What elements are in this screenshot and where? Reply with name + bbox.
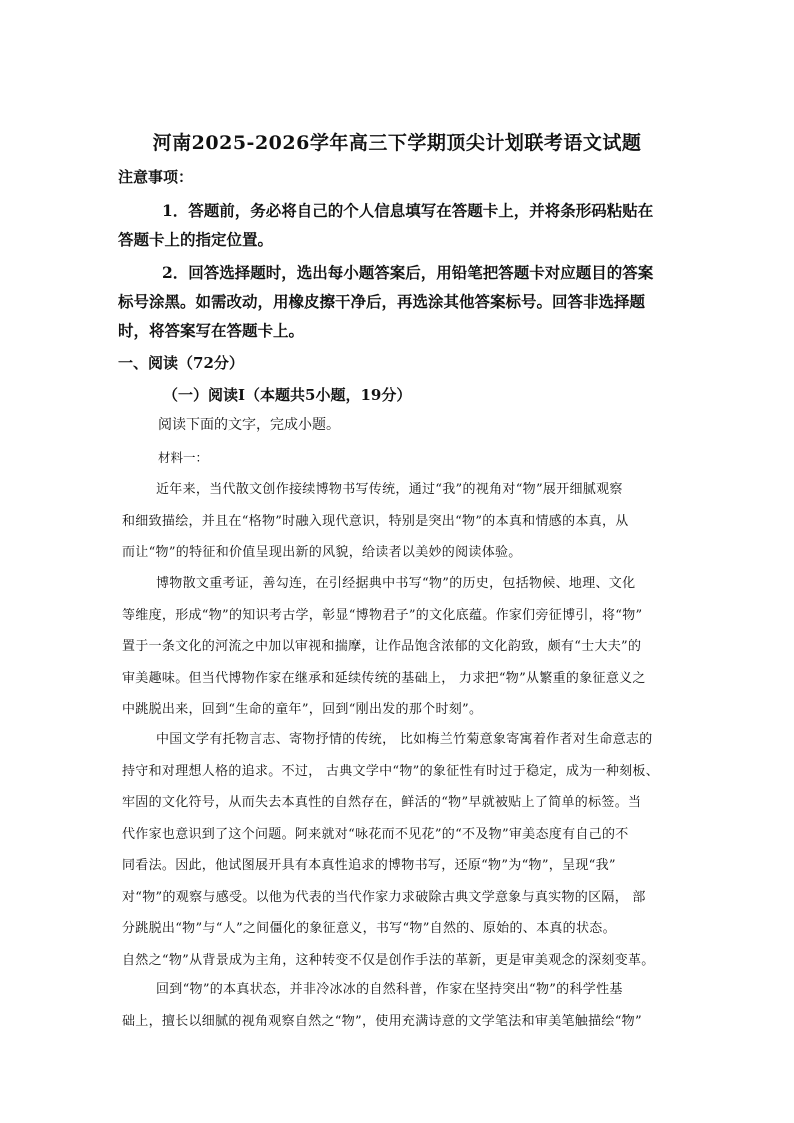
notice-item-2 [118, 258, 688, 345]
paragraph-line: 础上，擅长以细腻的视角观察自然之“物”，使用充满诗意的文学笔法和审美笔触描绘“物” [122, 1013, 642, 1029]
notice-item-1-line-2: 答题卡上的指定位置。 [118, 230, 274, 249]
paragraph-line: 博物散文重考证，善勾连，在引经据典中书写“物”的历史，包括物候、地理、文化 [156, 576, 636, 591]
paragraph-line: 中跳脱出来，回到“生命的童年”，回到“刚出发的那个时刻”。 [122, 702, 483, 717]
paragraph-line: 和细致描绘，并且在“格物”时融入现代意识，特别是突出“物”的本真和情感的本真，从 [122, 513, 629, 529]
paragraph-3 [122, 724, 684, 976]
material-label: 材料一： [158, 450, 209, 465]
notice-item-2-line-1: 2．回答选择题时，选出每小题答案后，用铅笔把答题卡对应题目的答案 [162, 263, 654, 282]
paragraph-line: 对“物”的观察与感受。以他为代表的当代作家力求破除古典文学意象与真实物的区隔， 部 [122, 889, 646, 905]
notice-item-1 [118, 196, 688, 254]
paragraph-line: 分跳脱出“物”与“人”之间僵化的象征意义，书写“物”自然的、原始的、本真的状态。 [122, 921, 616, 936]
paragraph-2 [122, 568, 684, 726]
paragraph-line: 持守和对理想人格的追求。不过， 古典文学中“物”的象征性有时过于稳定，成为一种刻板、 [122, 763, 660, 779]
paragraph-line: 代作家也意识到了这个问题。阿来就对“咏花而不见花”的“不及物”审美态度有自己的不 [122, 826, 629, 842]
paragraph-line: 而让“物”的特征和价值呈现出新的风貌，给读者以美妙的阅读体验。 [122, 545, 522, 560]
instruction-text: 阅读下面的文字，完成小题。 [158, 417, 340, 433]
notice-item-2-line-2: 标号涂黑。如需改动，用橡皮擦干净后，再选涂其他答案标号。回答非选择题 [118, 292, 646, 311]
paragraph-4 [122, 974, 684, 1037]
paragraph-line: 审美趣味。但当代博物作家在继承和延续传统的基础上， 力求把“物”从繁重的象征意义之 [122, 670, 646, 686]
notice-item-2-line-3: 时，将答案写在答题卡上。 [118, 321, 305, 340]
subsection-heading: （一）阅读I（本题共5小题，19分） [163, 386, 412, 404]
paragraph-line: 自然之“物”从背景成为主角，这种转变不仅是创作手法的革新，更是审美观念的深刻变革。 [122, 952, 655, 968]
notice-heading: 注意事项： [118, 168, 194, 186]
paragraph-line: 等维度，形成“物”的知识考古学，彰显“博物君子”的文化底蕴。作家们旁征博引，将“物” [122, 607, 643, 623]
page-title: 河南2025-2026学年高三下学期顶尖计划联考语文试题 [152, 132, 642, 154]
notice-item-1-line-1: 1．答题前，务必将自己的个人信息填写在答题卡上，并将条形码粘贴在 [162, 201, 654, 220]
paragraph-1 [122, 474, 684, 569]
paragraph-line: 回到“物”的本真状态，并非冷冰冰的自然科普，作家在坚持突出“物”的科学性基 [156, 982, 623, 997]
paragraph-line: 牢固的文化符号，从而失去本真性的自然存在，鲜活的“物”早就被贴上了简单的标签。当 [122, 795, 642, 810]
paragraph-line: 置于一条文化的河流之中加以审视和揣摩，让作品饱含浓郁的文化韵致，颇有“士大夫”的 [122, 639, 642, 654]
paragraph-line: 中国文学有托物言志、寄物抒情的传统， 比如梅兰竹菊意象寄寓着作者对生命意志的 [156, 732, 653, 747]
paragraph-line: 近年来，当代散文创作接续博物书写传统，通过“我”的视角对“物”展开细腻观察 [156, 482, 623, 497]
paragraph-line: 同看法。因此，他试图展开具有本真性追求的博物书写，还原“物”为“物”，呈现“我” [122, 858, 616, 873]
section-heading: 一、阅读（72分） [118, 354, 244, 372]
